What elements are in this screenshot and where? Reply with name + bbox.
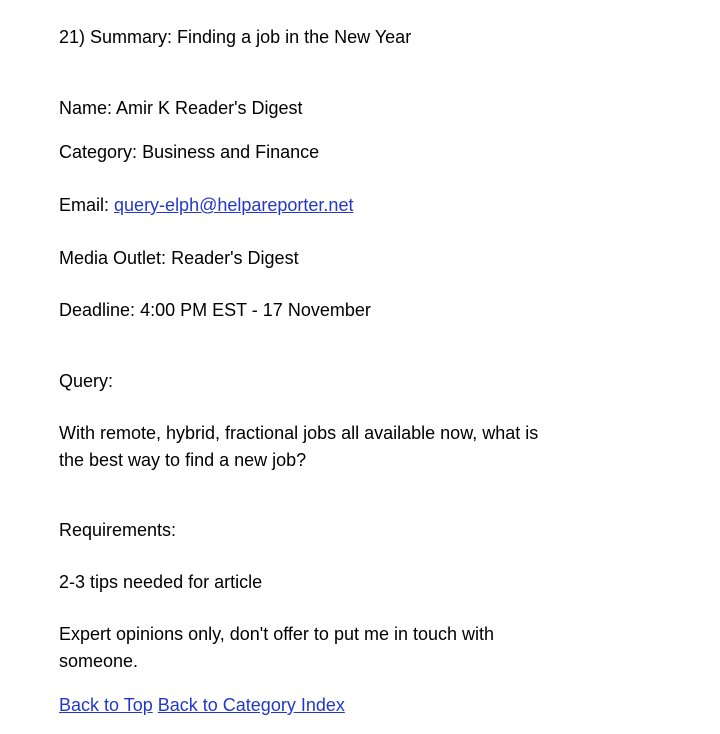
email-row — [59, 194, 353, 216]
requirements-label: Requirements: — [59, 520, 177, 540]
media-outlet-value: Reader's Digest — [171, 248, 299, 268]
back-to-category-index-link[interactable]: Back to Category Index — [157, 695, 345, 715]
email-link[interactable]: query-elph@helpareporter.net — [114, 195, 354, 215]
media-outlet-label: Media Outlet: — [59, 248, 167, 268]
media-outlet-row — [59, 247, 299, 269]
deadline-label: Deadline: — [59, 300, 136, 320]
category-label: Category: — [59, 142, 138, 162]
query-text: With remote, hybrid, fractional jobs all available now, what is the best way to find a new job? — [59, 423, 539, 470]
deadline-value: 4:00 PM EST - 17 November — [140, 300, 371, 320]
query-label: Query: — [59, 371, 114, 391]
footer-links — [59, 694, 345, 716]
category-value: Business and Finance — [142, 142, 320, 162]
deadline-row — [59, 299, 371, 321]
back-to-top-link[interactable]: Back to Top — [59, 695, 153, 715]
requirement-item: Expert opinions only, don't offer to put me in touch with someone. — [59, 624, 495, 671]
category-row — [59, 141, 319, 163]
email-label: Email: — [59, 195, 110, 215]
name-value: Amir K Reader's Digest — [116, 98, 303, 118]
name-row — [59, 97, 303, 119]
requirement-item: 2-3 tips needed for article — [59, 572, 263, 592]
summary-heading: 21) Summary: Finding a job in the New Year — [59, 27, 412, 47]
name-label: Name: — [59, 98, 113, 118]
